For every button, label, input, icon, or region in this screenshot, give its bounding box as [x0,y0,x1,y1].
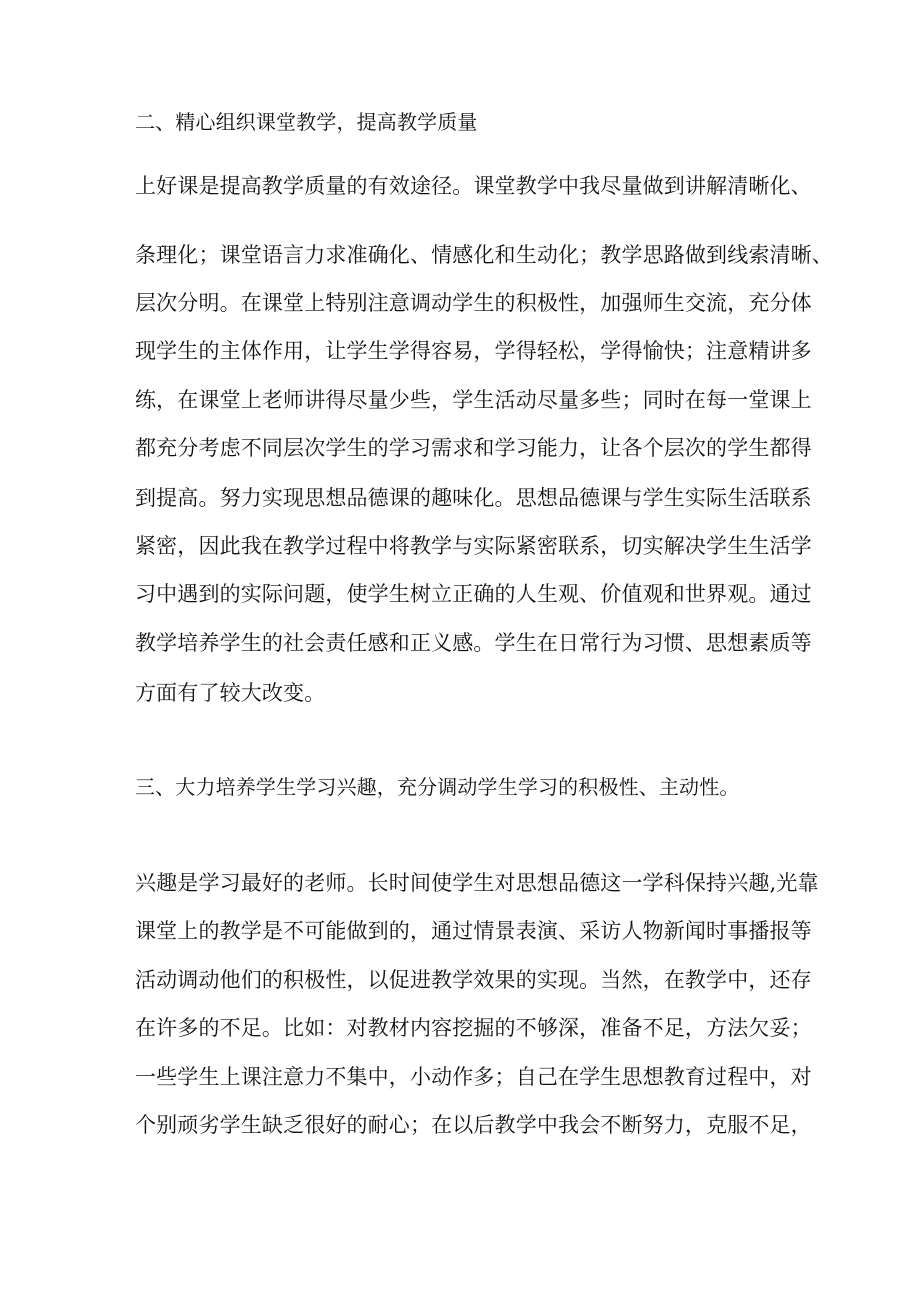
section-heading-3: 三、大力培养学生学习兴趣，充分调动学生学习的积极性、主动性。 [135,775,740,799]
paragraph-line: 条理化；课堂语言力求准确化、情感化和生动化；教学思路做到线索清晰、 [135,243,833,267]
paragraph-line: 现学生的主体作用，让学生学得容易，学得轻松，学得愉快；注意精讲多 [135,339,812,363]
paragraph-line: 一些学生上课注意力不集中，小动作多；自己在学生思想教育过程中，对 [135,1065,812,1089]
paragraph-line: 兴趣是学习最好的老师。长时间使学生对思想品德这一学科保持兴趣,光靠 [135,871,819,895]
paragraph-line: 活动调动他们的积极性，以促进教学效果的实现。当然，在教学中，还存 [135,968,812,992]
paragraph-line: 都充分考虑不同层次学生的学习需求和学习能力，让各个层次的学生都得 [135,436,812,460]
paragraph-line: 方面有了较大改变。 [135,681,326,705]
paragraph-line: 教学培养学生的社会责任感和正义感。学生在日常行为习惯、思想素质等 [135,631,812,655]
paragraph-line: 上好课是提高教学质量的有效途径。课堂教学中我尽量做到讲解清晰化、 [135,174,812,198]
paragraph-line: 在许多的不足。比如：对教材内容挖掘的不够深，准备不足，方法欠妥； [135,1016,812,1040]
paragraph-line: 课堂上的教学是不可能做到的，通过情景表演、采访人物新闻时事播报等 [135,919,812,943]
paragraph-line: 个别顽劣学生缺乏很好的耐心；在以后教学中我会不断努力，克服不足， [135,1113,812,1137]
paragraph-line: 紧密，因此我在教学过程中将教学与实际紧密联系，切实解决学生生活学 [135,534,812,558]
paragraph-line: 层次分明。在课堂上特别注意调动学生的积极性，加强师生交流，充分体 [135,291,812,315]
paragraph-line: 练，在课堂上老师讲得尽量少些，学生活动尽量多些；同时在每一堂课上 [135,388,812,412]
paragraph-line: 到提高。努力实现思想品德课的趣味化。思想品德课与学生实际生活联系 [135,486,812,510]
section-heading-2: 二、精心组织课堂教学，提高教学质量 [135,110,478,134]
paragraph-line: 习中遇到的实际问题，使学生树立正确的人生观、价值观和世界观。通过 [135,582,812,606]
